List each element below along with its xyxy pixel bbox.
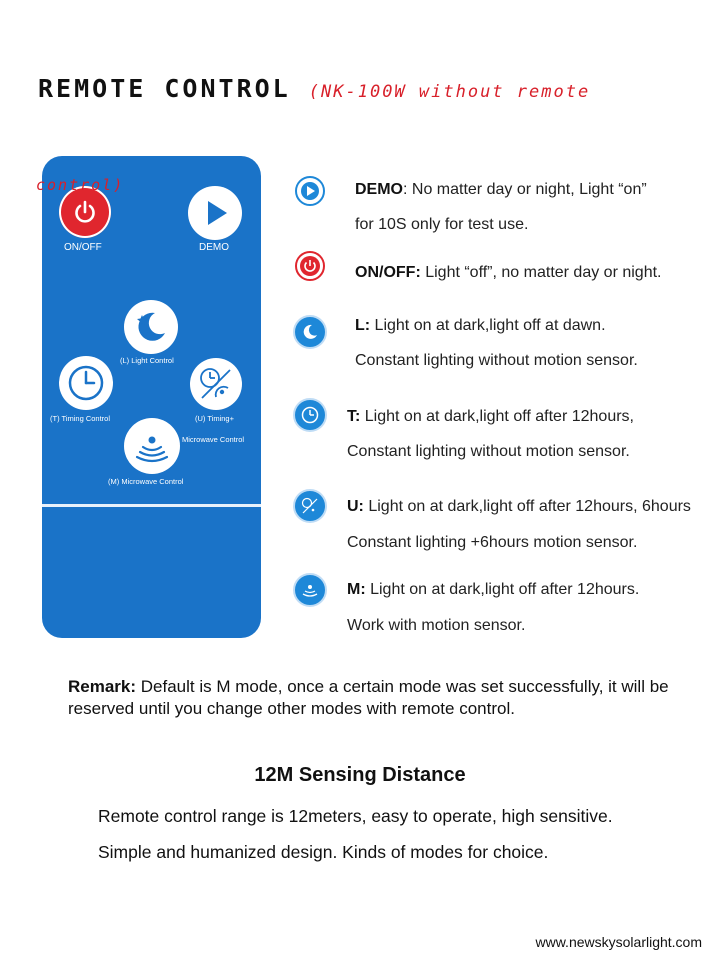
remote-divider bbox=[42, 504, 261, 507]
timer-plus-icon bbox=[300, 496, 320, 516]
legend-demo-icon bbox=[295, 176, 325, 206]
legend-t-line2: Constant lighting without motion sensor. bbox=[347, 443, 630, 460]
motion-sensor-icon bbox=[300, 580, 320, 600]
remark-paragraph bbox=[68, 676, 688, 720]
timing-control-label: (T) Timing Control bbox=[50, 414, 111, 423]
microwave-control-label-right: Microwave Control bbox=[182, 435, 245, 444]
remote-microwave-control-button[interactable] bbox=[124, 418, 180, 474]
title-text: REMOTE CONTROL bbox=[38, 74, 291, 103]
legend-l-line2: Constant lighting without motion sensor. bbox=[355, 352, 638, 369]
clock-icon bbox=[300, 405, 320, 425]
legend-timing-plus-icon bbox=[293, 489, 327, 523]
microwave-control-label: (M) Microwave Control bbox=[108, 477, 184, 486]
legend-light-icon bbox=[293, 315, 327, 349]
demo-label: DEMO bbox=[199, 242, 229, 253]
play-icon bbox=[198, 196, 232, 230]
remark-text: Default is M mode, once a certain mode was set successfully, it will be reserved until you change other modes with remote control. bbox=[68, 677, 669, 718]
remark-label: Remark: bbox=[68, 677, 137, 696]
legend-t-line1: T: Light on at dark,light off after 12hours, bbox=[347, 408, 634, 425]
legend-microwave-icon bbox=[293, 573, 327, 607]
legend-demo-line1: DEMO: No matter day or night, Light “on” bbox=[355, 181, 647, 198]
remote-light-control-button[interactable] bbox=[124, 300, 178, 354]
page-title bbox=[38, 74, 590, 103]
legend-u-line1: U: Light on at dark,light off after 12hours, 6hours bbox=[347, 498, 691, 515]
power-icon bbox=[71, 198, 99, 226]
play-icon bbox=[300, 181, 320, 201]
legend-m-line1: M: Light on at dark,light off after 12hours. bbox=[347, 581, 640, 598]
remote-demo-button[interactable] bbox=[188, 186, 242, 240]
title-note: (NK-100W without remote bbox=[308, 82, 591, 102]
legend-l-line1: L: Light on at dark,light off at dawn. bbox=[355, 317, 606, 334]
timer-plus-icon bbox=[196, 364, 236, 404]
legend-m-line2: Work with motion sensor. bbox=[347, 617, 526, 634]
timing-plus-label: (U) Timing+ bbox=[195, 414, 234, 423]
moon-stars-icon bbox=[131, 307, 171, 347]
legend-power-icon bbox=[295, 251, 325, 281]
legend-u-line2: Constant lighting +6hours motion sensor. bbox=[347, 534, 638, 551]
clock-icon bbox=[65, 362, 107, 404]
on-off-label: ON/OFF bbox=[64, 242, 102, 253]
legend-on-off-line1: ON/OFF: Light “off”, no matter day or night. bbox=[355, 264, 662, 281]
remote-timing-control-button[interactable] bbox=[59, 356, 113, 410]
website-url: www.newskysolarlight.com bbox=[535, 934, 702, 950]
sensing-title: 12M Sensing Distance bbox=[254, 764, 466, 786]
moon-icon bbox=[300, 322, 320, 342]
sensing-line-2: Simple and humanized design. Kinds of modes for choice. bbox=[98, 842, 549, 862]
motion-sensor-icon bbox=[131, 425, 173, 467]
remote-timing-plus-button[interactable] bbox=[190, 358, 242, 410]
remote-control bbox=[42, 156, 261, 638]
legend-demo-line2: for 10S only for test use. bbox=[355, 216, 529, 233]
title-note-continuation: control) bbox=[36, 176, 125, 194]
legend-timing-icon bbox=[293, 398, 327, 432]
light-control-label: (L) Light Control bbox=[120, 356, 174, 365]
power-icon bbox=[299, 255, 321, 277]
sensing-line-1: Remote control range is 12meters, easy to operate, high sensitive. bbox=[98, 806, 613, 826]
